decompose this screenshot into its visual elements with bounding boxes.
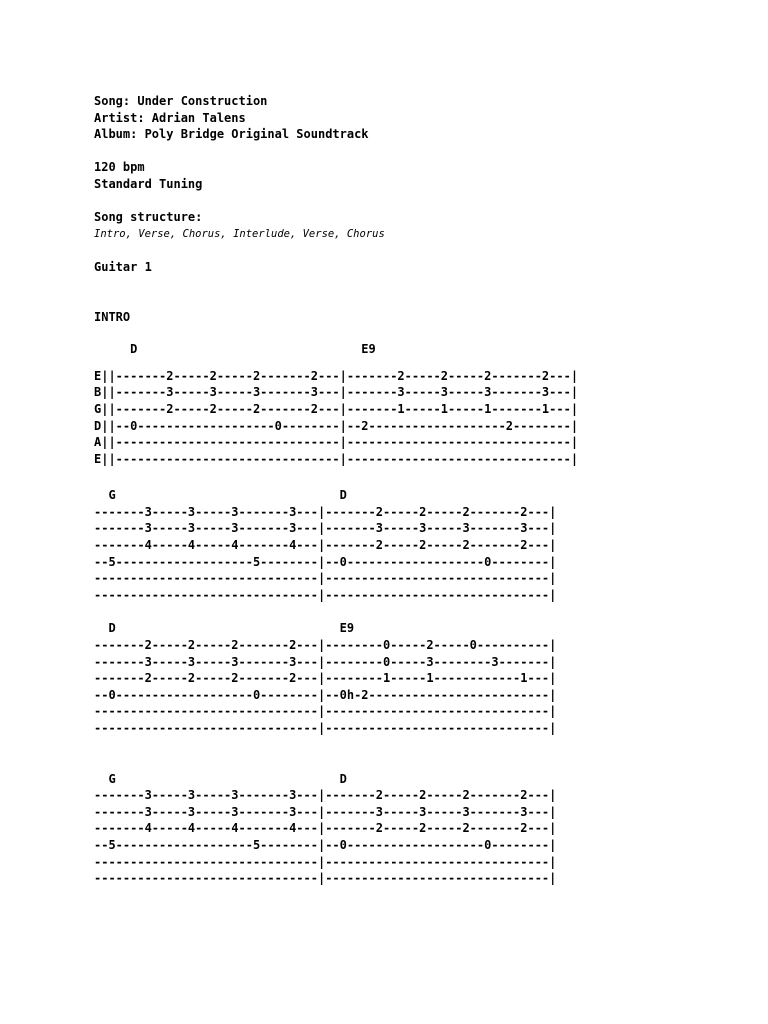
album: Album: Poly Bridge Original Soundtrack [94, 127, 369, 142]
chord-line: G D [94, 488, 347, 503]
tab-line: -------4-----4-----4-------4---|-------2-----2-----2-------2---| [94, 821, 557, 836]
tab-line: --5-------------------5--------|--0-------------------0--------| [94, 554, 557, 569]
tab-line: -------3-----3-----3-------3---|-------3-----3-----3-------3---| [94, 804, 557, 819]
chord-line: D E9 [94, 621, 355, 636]
tab-line: D||--0-------------------0--------|--2-------------------2--------| [94, 418, 579, 433]
tab-line: A||-------------------------------|-------------------------------| [94, 435, 579, 450]
tab-system-4 [94, 771, 578, 887]
tab-line: -------------------------------|-------------------------------| [94, 571, 557, 586]
tab-line: E||-------------------------------|-------------------------------| [94, 451, 579, 466]
tab-line: -------------------------------|-------------------------------| [94, 871, 557, 886]
section-intro: INTRO [94, 309, 131, 324]
tab-line: B||-------3-----3-----3-------3---|-------3-----3-----3-------3---| [94, 385, 579, 400]
tab-system-1 [94, 341, 578, 467]
tab-line: --0-------------------0--------|--0h-2-------------------------| [94, 687, 557, 702]
tab-line: -------------------------------|-------------------------------| [94, 704, 557, 719]
artist: Artist: Adrian Talens [94, 110, 246, 125]
tab-line: -------3-----3-----3-------3---|--------0-----3--------3-------| [94, 654, 557, 669]
tuning: Standard Tuning [94, 176, 203, 191]
tab-line: --5-------------------5--------|--0-------------------0--------| [94, 837, 557, 852]
tab-system-3 [94, 620, 578, 736]
tab-line: G||-------2-----2-----2-------2---|-------1-----1-----1-------1---| [94, 401, 579, 416]
tab-line: -------------------------------|-------------------------------| [94, 721, 557, 735]
tab-line: -------------------------------|-------------------------------| [94, 854, 557, 869]
guitar-label: Guitar 1 [94, 259, 152, 274]
tab-line: -------------------------------|-------------------------------| [94, 587, 557, 602]
chord-line: D E9 [94, 342, 376, 357]
tab-line: -------3-----3-----3-------3---|-------2-----2-----2-------2---| [94, 504, 557, 519]
tab-document [94, 93, 578, 887]
tab-line: -------2-----2-----2-------2---|--------0-----2-----0----------| [94, 638, 557, 653]
structure-label: Song structure: [94, 210, 203, 225]
chord-line: G D [94, 771, 347, 786]
tab-line: -------3-----3-----3-------3---|-------3-----3-----3-------3---| [94, 521, 557, 536]
tab-line: -------2-----2-----2-------2---|--------1-----1------------1---| [94, 671, 557, 686]
tab-line: E||-------2-----2-----2-------2---|-------2-----2-----2-------2---| [94, 368, 579, 383]
tab-line: -------3-----3-----3-------3---|-------2-----2-----2-------2---| [94, 788, 557, 803]
tab-line: -------4-----4-----4-------4---|-------2-----2-----2-------2---| [94, 538, 557, 553]
tab-system-2 [94, 487, 578, 603]
song-title: Song: Under Construction [94, 94, 268, 108]
song-structure: Intro, Verse, Chorus, Interlude, Verse, Chorus [94, 227, 385, 240]
tempo: 120 bpm [94, 160, 145, 175]
